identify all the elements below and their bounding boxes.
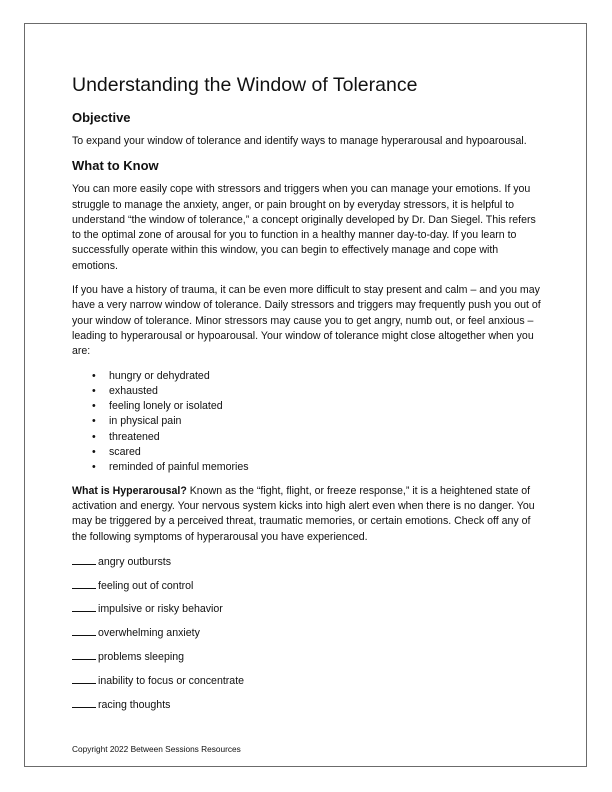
check-blank[interactable]: [72, 554, 96, 565]
bullet-icon: •: [92, 430, 96, 443]
check-blank[interactable]: [72, 649, 96, 660]
list-item: • in physical pain: [72, 414, 542, 429]
bullet-icon: •: [92, 384, 96, 397]
hyperarousal-paragraph: [72, 484, 542, 545]
checklist-item: racing thoughts: [72, 697, 542, 713]
list-item: • exhausted: [72, 384, 542, 399]
bullet-icon: •: [92, 415, 96, 428]
check-blank[interactable]: [72, 697, 96, 708]
what-to-know-paragraph-2: If you have a history of trauma, it can be even more difficult to stay present and calm – and you may have a very narrow window of tolerance. Daily stressors and triggers may frequently push you out of your window of tolerance. Minor stressors may cause you to get angry, numb out, or feel anxious – leading to hyperarousal or hypoarousal. Your window of tolerance might close altogether when you are:: [72, 284, 541, 358]
list-item: • threatened: [72, 430, 542, 445]
checklist-item: feeling out of control: [72, 578, 542, 594]
checklist-item: angry outbursts: [72, 554, 542, 570]
check-blank[interactable]: [72, 673, 96, 684]
list-item: • hungry or dehydrated: [72, 369, 542, 384]
list-item: • reminded of painful memories: [72, 460, 542, 475]
check-blank[interactable]: [72, 601, 96, 612]
hyperarousal-text: Known as the “fight, flight, or freeze response,” it is a heightened state of activation and energy. Your nervous system kicks into high alert even when there is no danger. You may be triggered by a perceived threat, traumatic memories, or certain emotions. Check off any of the following symptoms of hyperarousal you have experienced.: [72, 484, 535, 543]
objective-text: To expand your window of tolerance and identify ways to manage hyperarousal and hypoarousal.: [72, 135, 527, 147]
what-to-know-heading: What to Know: [72, 158, 159, 174]
checklist-item: impulsive or risky behavior: [72, 601, 542, 617]
tolerance-close-list: [72, 369, 542, 476]
bullet-icon: •: [92, 369, 96, 382]
page-title: Understanding the Window of Tolerance: [72, 74, 418, 96]
objective-heading: Objective: [72, 110, 131, 125]
checklist-item: inability to focus or concentrate: [72, 673, 542, 689]
list-item: • feeling lonely or isolated: [72, 399, 542, 414]
what-to-know-paragraph-1: You can more easily cope with stressors and triggers when you can manage your emotions. If you struggle to manage the anxiety, anger, or pain brought on by everyday stressors, it is helpful to understand “the window of tolerance,” a concept originally developed by Dr. Dan Siegel. This refers to the optimal zone of arousal for you to function in a healthy manner day-to-day. If you learn to successfully operate within this window, you can begin to effectively manage and cope with emotions.: [72, 183, 536, 272]
list-item: • scared: [72, 445, 542, 460]
bullet-icon: •: [92, 461, 96, 474]
hyperarousal-checklist: [72, 554, 542, 713]
bullet-icon: •: [92, 400, 96, 413]
checklist-item: problems sleeping: [72, 649, 542, 665]
document-content: [72, 72, 542, 720]
copyright-footer: Copyright 2022 Between Sessions Resources: [72, 744, 241, 754]
check-blank[interactable]: [72, 578, 96, 589]
checklist-item: overwhelming anxiety: [72, 625, 542, 641]
bullet-icon: •: [92, 446, 96, 459]
hyperarousal-label: What is Hyperarousal?: [72, 484, 187, 497]
check-blank[interactable]: [72, 625, 96, 636]
